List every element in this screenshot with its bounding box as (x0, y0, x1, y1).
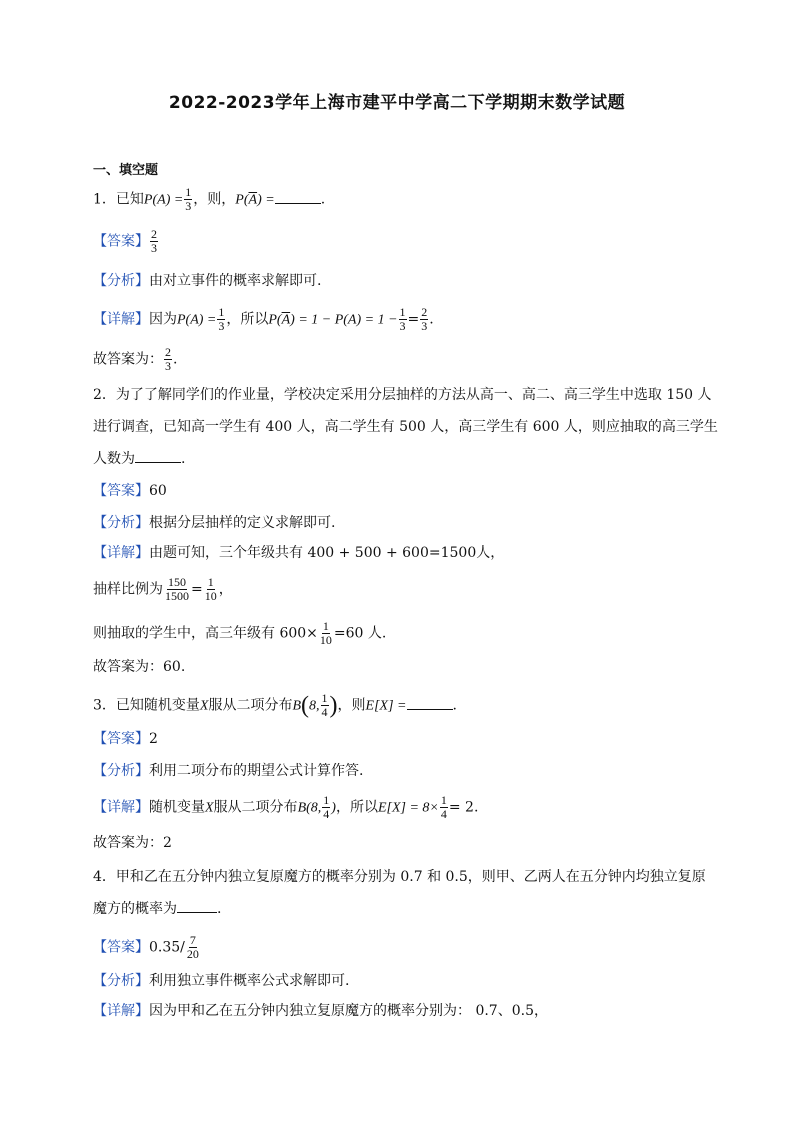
q2-ratio: 抽样比例为 $\frac{150}{1500}$ = $\frac{1}{10}$ ， (93, 575, 233, 603)
q4-stem-line2: 魔方的概率为 . (93, 901, 222, 917)
q2-blank (135, 450, 181, 463)
q1-stem-text: 1．已知 (93, 191, 144, 208)
q1-answer-fraction: $\frac{2}{3}$ (151, 227, 157, 255)
q1-final: 故答案为： $\frac{2}{3}$ . (93, 345, 178, 373)
q3-blank (407, 697, 453, 710)
q1-fraction: $\frac{1}{3}$ (185, 185, 192, 213)
q3-answer: 【答案】2 (93, 731, 158, 747)
q4-detail: 【详解】因为甲和乙在五分钟内独立复原魔方的概率分别为： 0.7、0.5， (93, 1003, 548, 1019)
q3-detail: 【详解】随机变量X服从二项分布B(8, $\frac{1}{4}$ )，所以E[X] = 8× $\frac{1}{4}$ = 2. (93, 793, 479, 821)
q3-analysis: 【分析】利用二项分布的期望公式计算作答. (93, 763, 364, 779)
analysis-label: 【分析】 (93, 273, 149, 289)
q1-complement-a: $\overline{A}$ (248, 192, 258, 208)
q1-stem: 1．已知P(A) = $\frac{1}{3}$ ，则，$P(\overline{A})$ = . (93, 185, 326, 213)
q3-final: 故答案为：2 (93, 835, 172, 851)
q2-detail-result: 则抽取的学生中，高三年级有 600× $\frac{1}{10}$ =60 人. (93, 619, 387, 647)
q1-detail: 【详解】因为P(A) = $\frac{1}{3}$ ，所以$P(\overline{A}) = 1 - P(A) = 1$ − $\frac{1}{3}$ = $\frac{2}{3}$ . (93, 305, 434, 333)
section-heading: 一、填空题 (93, 163, 159, 178)
q2-analysis: 【分析】根据分层抽样的定义求解即可. (93, 515, 336, 531)
q4-answer: 【答案】0.35/ $\frac{7}{20}$ (93, 933, 199, 961)
q4-analysis: 【分析】利用独立事件概率公式求解即可. (93, 973, 350, 989)
q2-stem-line2: 进行调查，已知高一学生有 400 人，高二学生有 500 人，高三学生有 600 人，则应抽取的高三学生 (93, 419, 718, 435)
page-title: 2022-2023学年上海市建平中学高二下学期期末数学试题 (168, 93, 626, 113)
q2-stem-line3: 人数为 . (93, 451, 186, 467)
q4-stem-line1: 4．甲和乙在五分钟内独立复原魔方的概率分别为 0.7 和 0.5，则甲、乙两人在五分钟内均独立复原 (93, 869, 706, 885)
detail-label: 【详解】 (93, 311, 149, 328)
q2-answer: 【答案】60 (93, 483, 167, 499)
q2-final: 故答案为：60. (93, 659, 186, 675)
q2-stem-line1: 2．为了了解同学们的作业量，学校决定采用分层抽样的方法从高一、高二、高三学生中选取 150 人 (93, 387, 712, 403)
q1-blank (275, 191, 321, 204)
q3-stem: 3．已知随机变量X服从二项分布B(8, $\frac{1}{4}$ )，则E[X] = . (93, 691, 457, 719)
q4-blank (177, 900, 217, 913)
q1-pa: P(A) = (143, 192, 184, 208)
q1-answer (93, 228, 704, 255)
q1-analysis: 【分析】由对立事件的概率求解即可. (93, 273, 322, 289)
answer-label: 【答案】 (93, 233, 149, 250)
q2-detail: 【详解】由题可知，三个年级共有 400 + 500 + 600=1500人， (93, 545, 505, 561)
